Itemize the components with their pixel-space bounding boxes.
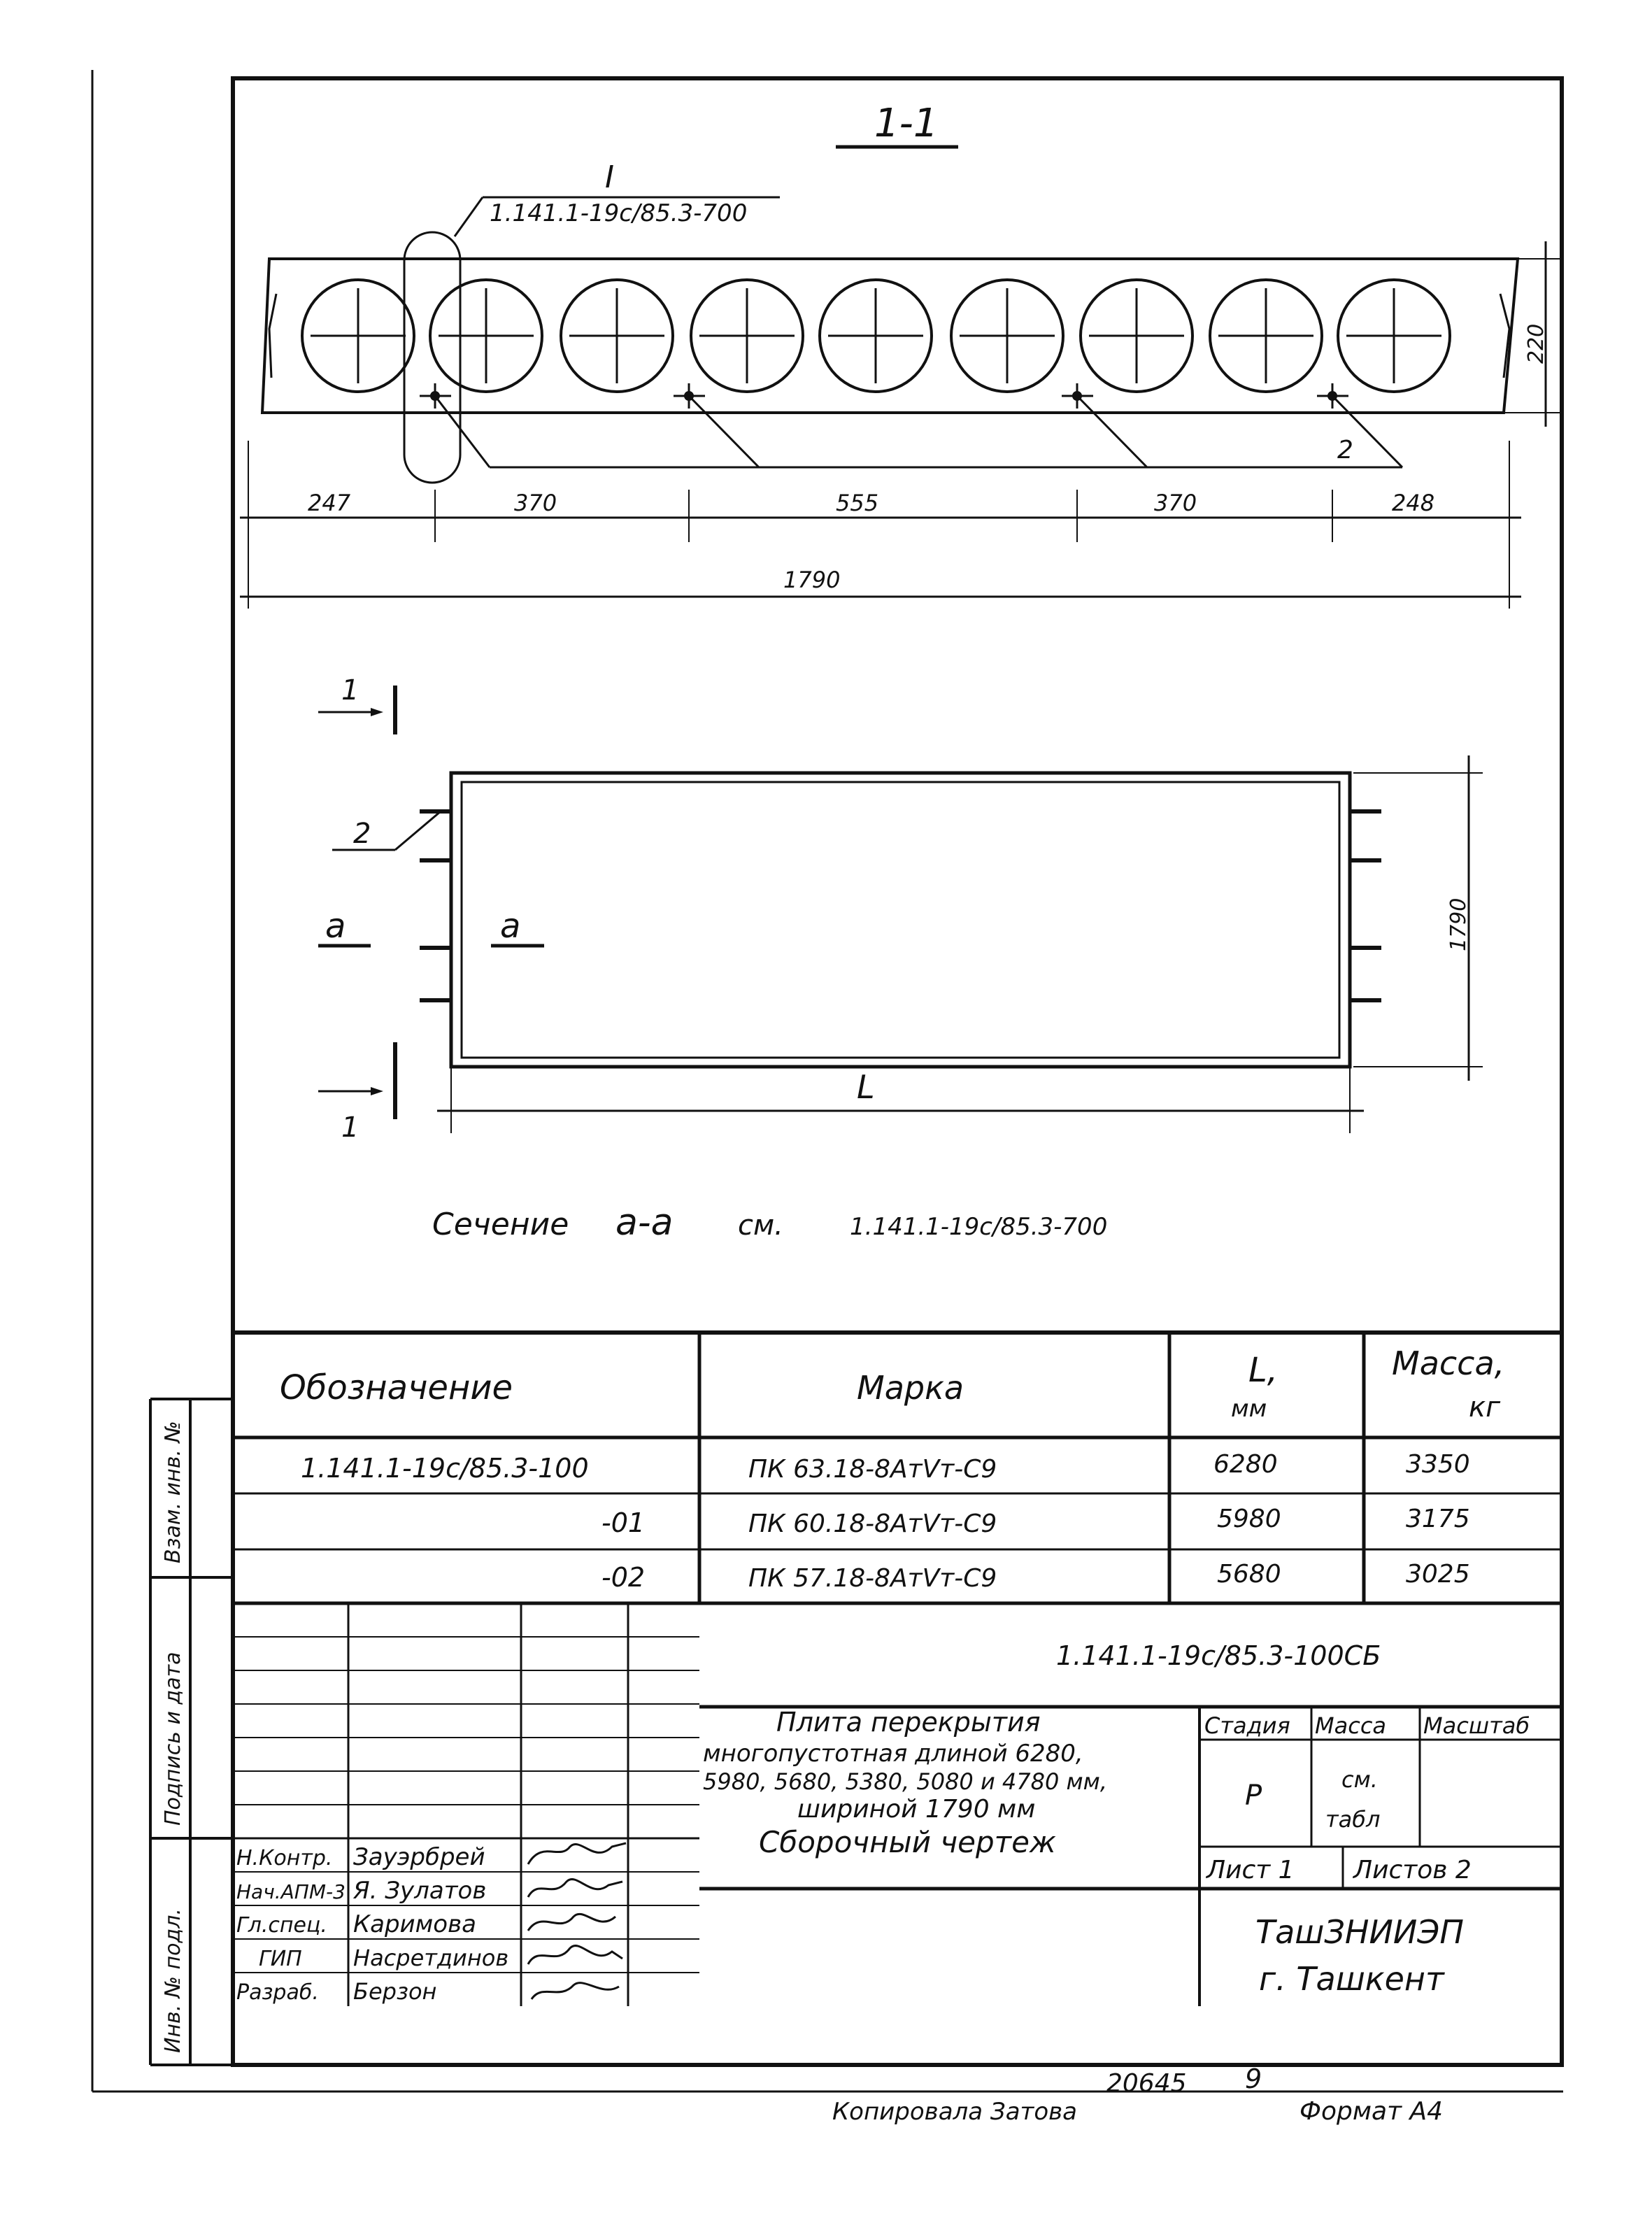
plan-width-label: 1790: [1446, 897, 1471, 951]
title-line-3: 5980, 5680, 5380, 5080 и 4780 мм,: [703, 1768, 1107, 1795]
row2-designation: -01: [601, 1507, 646, 1538]
side-label-sign: Подпись и дата: [161, 1652, 185, 1826]
row3-mark: ПК 57.18-8АтⅤт-С9: [748, 1564, 997, 1593]
dim-3: 555: [836, 490, 879, 516]
dim-5: 248: [1392, 490, 1435, 516]
dim-1: 247: [308, 490, 351, 516]
section-note-aa: а-а: [615, 1202, 674, 1244]
total-width-label: 1790: [783, 567, 841, 593]
rebar-markers: [420, 383, 1348, 409]
section-title: 1-1: [874, 101, 939, 146]
a-label-right: a: [500, 907, 521, 946]
header-length-unit: мм: [1231, 1395, 1267, 1423]
staff-role-5: Разраб.: [236, 1980, 319, 2005]
dim-4: 370: [1154, 490, 1197, 516]
staff-name-1: Зауэрбрей: [353, 1843, 485, 1871]
row2-mass: 3175: [1406, 1505, 1470, 1533]
side-label-inv: Инв. № подл.: [161, 1908, 185, 2053]
section-note-label: Сечение: [432, 1207, 569, 1242]
slab-plan-outer: [451, 773, 1350, 1067]
cut-label-top: 1: [341, 674, 359, 706]
callout-2-plan-leader: [395, 811, 441, 850]
mass-value-2: табл: [1325, 1806, 1381, 1833]
staff-role-2: Нач.АПМ-3: [236, 1880, 346, 1903]
footer-index: 9: [1245, 2064, 1262, 2094]
slab-plan-inner: [462, 782, 1339, 1058]
section-note-see: см.: [738, 1209, 783, 1242]
callout-2-section: 2: [1337, 436, 1353, 464]
header-mass: Масса,: [1392, 1344, 1505, 1382]
node-reference: 1.141.1-19c/85.3-700: [490, 199, 748, 227]
row1-designation: 1.141.1-19c/85.3-100: [301, 1453, 589, 1484]
row3-length: 5680: [1217, 1560, 1281, 1589]
stage-value: Р: [1245, 1780, 1262, 1812]
node-label: I: [605, 159, 614, 195]
plan-length-label: L: [857, 1068, 875, 1106]
a-label-left: a: [325, 907, 346, 946]
row1-mark: ПК 63.18-8АтⅤт-С9: [748, 1455, 997, 1484]
doc-code: 1.141.1-19c/85.3-100СБ: [1056, 1640, 1381, 1671]
row1-length: 6280: [1213, 1450, 1278, 1479]
mass-value-1: см.: [1341, 1766, 1378, 1793]
staff-name-5: Берзон: [353, 1978, 437, 2005]
mass-header: Масса: [1315, 1712, 1387, 1739]
side-label-replace: Взам. инв. №: [161, 1421, 185, 1563]
staff-role-1: Н.Контр.: [236, 1846, 333, 1870]
header-designation: Обозначение: [280, 1368, 513, 1407]
row1-mass: 3350: [1406, 1450, 1470, 1479]
title-line-2: многопустотная длиной 6280,: [703, 1740, 1083, 1768]
org-line-1: ТашЗНИИЭП: [1255, 1913, 1464, 1951]
node-leader: [455, 197, 483, 236]
title-line-1: Плита перекрытия: [776, 1707, 1041, 1738]
row3-designation: -02: [601, 1562, 646, 1593]
footer-format: Формат А4: [1299, 2097, 1444, 2126]
staff-role-4: ГИП: [259, 1947, 302, 1971]
height-dim-label: 220: [1524, 323, 1548, 364]
footer-number: 20645: [1106, 2069, 1187, 2098]
plan-length-dimension: [437, 1067, 1364, 1133]
node-highlight-oval: [404, 232, 460, 483]
staff-name-4: Насретдинов: [353, 1945, 509, 1971]
drawing-type: Сборочный чертеж: [759, 1825, 1056, 1859]
cut-label-bottom: 1: [341, 1112, 359, 1144]
title-line-4: шириной 1790 мм: [797, 1795, 1036, 1824]
dim-2: 370: [514, 490, 557, 516]
dimension-chain: [240, 441, 1521, 609]
slab-hollows: [302, 280, 1450, 392]
header-length: L,: [1248, 1351, 1278, 1390]
rebar-leaders: [435, 396, 1402, 467]
cut-marker-bottom: [318, 1042, 395, 1119]
signatures: [528, 1843, 626, 1999]
sheets-label: Листов 2: [1353, 1856, 1472, 1884]
org-line-2: г. Ташкент: [1259, 1960, 1444, 1998]
slab-left-joint: [269, 294, 276, 378]
section-note-ref: 1.141.1-19c/85.3-700: [850, 1213, 1108, 1241]
scale-header: Масштаб: [1423, 1712, 1530, 1739]
row3-mass: 3025: [1406, 1560, 1470, 1589]
row2-length: 5980: [1217, 1505, 1281, 1533]
sheet-label: Лист 1: [1206, 1856, 1295, 1884]
row2-mark: ПК 60.18-8АтⅤт-С9: [748, 1510, 997, 1538]
staff-role-3: Гл.спец.: [236, 1913, 327, 1938]
stage-header: Стадия: [1204, 1712, 1290, 1739]
staff-name-3: Каримова: [353, 1910, 476, 1938]
staff-name-2: Я. Зулатов: [353, 1877, 487, 1905]
header-mass-unit: кг: [1469, 1391, 1501, 1423]
footer-copied: Копировала Затова: [832, 2098, 1078, 2126]
header-mark: Марка: [857, 1369, 964, 1407]
callout-2-plan: 2: [353, 818, 371, 850]
plan-loop-bars: [420, 811, 1381, 1000]
